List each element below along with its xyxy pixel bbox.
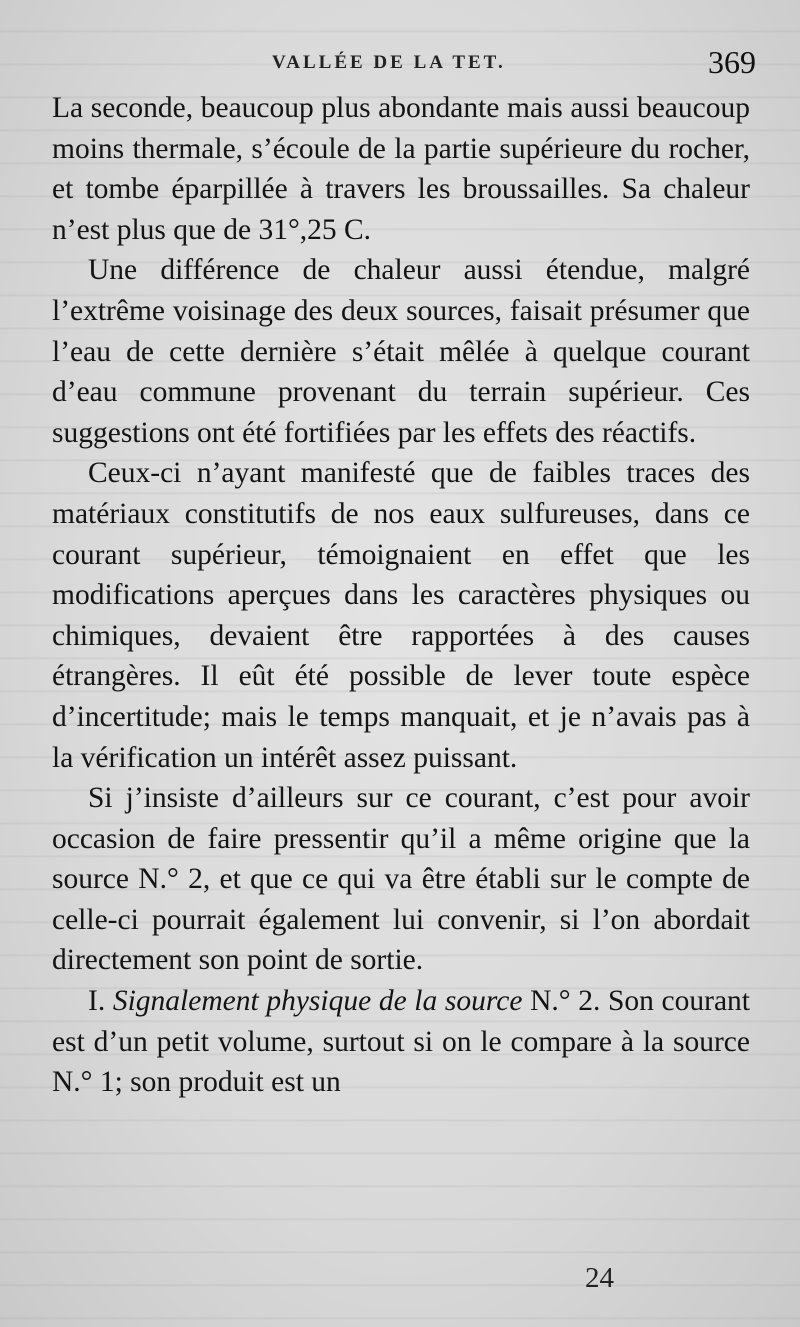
paragraph-5 — [52, 981, 750, 1103]
paragraph-4: Si j’insiste d’ailleurs sur ce courant, c’est pour avoir occasion de faire pressentir qu’il a même origine que la source N.° 2, et que ce qui va être établi sur le compte de celle-ci pourrait également lui convenir, si l’on abordait directement son point de sortie. — [52, 782, 750, 977]
paragraph-2: Une différence de chaleur aussi étendue, malgré l’extrême voisinage des deux sources, faisait présumer que l’eau de cette dernière s’était mêlée à quelque courant d’eau commune provenant du terrain supérieur. Ces suggestions ont été fortifiées par les effets des réactifs. — [52, 254, 750, 449]
page-header — [0, 44, 800, 84]
section-number: I. — [88, 985, 106, 1018]
source-reference: N.° 2. — [530, 985, 601, 1018]
section-text: Son courant est d’un petit volume, surtout si on le compare à la source N.° 1; son produit est un — [52, 985, 750, 1099]
body-text — [52, 88, 750, 1103]
running-title: VALLÉE DE LA TET. — [272, 52, 506, 73]
paragraph-1: La seconde, beaucoup plus abondante mais aussi beaucoup moins thermale, s’écoule de la partie supérieure du rocher, et tombe éparpillée à travers les broussailles. Sa chaleur n’est plus que de 31°,25 C. — [52, 92, 750, 246]
section-heading: Signalement physique de la source — [112, 985, 523, 1018]
paragraph-3: Ceux-ci n’ayant manifesté que de faibles traces des matériaux constitutifs de nos eaux sulfureuses, dans ce courant supérieur, témoignaient en effet que les modifications aperçues dans les caractères physiques ou chimiques, devaient être rapportées à des causes étrangères. Il eût été possible de lever toute espèce d’incertitude; mais le temps manquait, et je n’avais pas à la vérification un intérêt assez puissant. — [52, 457, 750, 774]
signature-mark: 24 — [585, 1262, 614, 1294]
page-number: 369 — [708, 44, 756, 80]
